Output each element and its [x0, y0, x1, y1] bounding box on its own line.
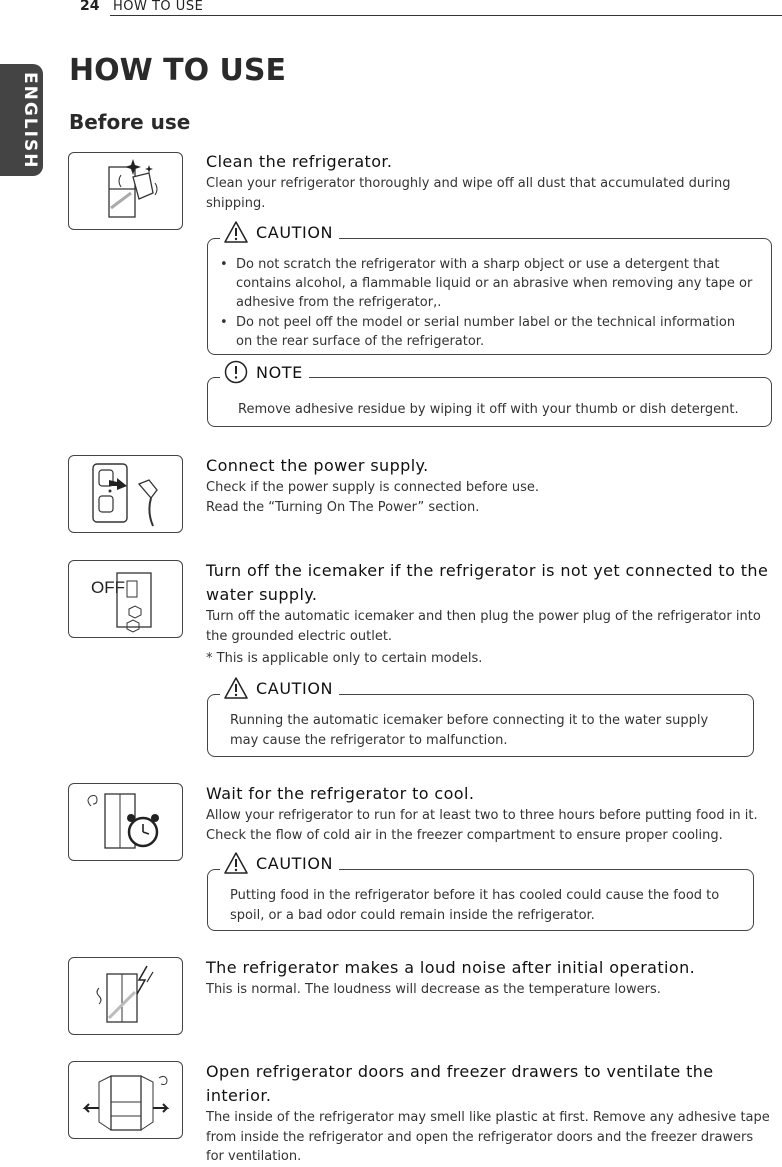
step-body: The inside of the refrigerator may smell like plastic at first. Remove any adhesive tape from inside the refrigerator and open the refrigerator doors and the freezer drawers for ventilation. [206, 1110, 770, 1164]
icemaker-icon [68, 560, 183, 638]
step-title: The refrigerator makes a loud noise after initial operation. [206, 958, 696, 977]
clean-icon [68, 152, 183, 230]
step-title: Clean the refrigerator. [206, 152, 393, 171]
step-clean [206, 150, 772, 213]
caution-item: • Do not scratch the refrigerator with a sharp object or use a detergent that contains alcohol, a flammable liquid or an abrasive when removing any tape or adhesive from the refrigerator,. [218, 255, 753, 313]
step-power [206, 454, 772, 517]
note-text: Remove adhesive residue by wiping it off with your thumb or dish detergent. [238, 402, 739, 417]
step-ventilate [206, 1060, 772, 1167]
ventilate-icon [68, 1061, 183, 1139]
step-body-line: Check if the power supply is connected before use. [206, 480, 540, 495]
caution-text: Running the automatic icemaker before connecting it to the water supply may cause the refrigerator to malfunction. [230, 713, 709, 748]
step-title: Turn off the icemaker if the refrigerator is not yet connected to the water supply. [206, 561, 769, 604]
caution-label: CAUTION [256, 678, 334, 698]
step-noise [206, 956, 772, 1000]
language-tab-label: ENGLISH [20, 72, 40, 170]
step-title: Wait for the refrigerator to cool. [206, 784, 475, 803]
step-body: Clean your refrigerator thoroughly and wipe off all dust that accumulated during shipping. [206, 176, 731, 211]
warning-icon [224, 221, 248, 243]
icon-off-text: OFF [91, 578, 125, 597]
page-title: HOW TO USE [69, 53, 287, 88]
caution-label: CAUTION [256, 222, 334, 242]
caution-box-icemaker [207, 678, 754, 757]
caution-box-clean [207, 222, 772, 355]
exclamation-circle-icon [224, 360, 248, 384]
step-body: Turn off the automatic icemaker and then plug the power plug of the refrigerator into the grounded electric outlet. [206, 609, 761, 644]
step-icemaker [206, 559, 772, 669]
page-number: 24 [80, 0, 100, 14]
language-tab [0, 64, 43, 176]
section-subtitle: Before use [69, 110, 191, 134]
step-body-line: Read the “Turning On The Power” section. [206, 499, 480, 515]
caution-label: CAUTION [256, 853, 334, 873]
header-divider [110, 15, 782, 16]
step-body: Allow your refrigerator to run for at least two to three hours before putting food in it. Check the flow of cold air in the freezer compartment to ensure proper cooling. [206, 808, 758, 843]
caution-text: Putting food in the refrigerator before it has cooled could cause the food to spoil, or a bad odor could remain inside the refrigerator. [230, 888, 720, 923]
power-plug-icon [68, 455, 183, 533]
warning-icon [224, 677, 248, 699]
page-header [0, 0, 782, 16]
step-title: Open refrigerator doors and freezer drawers to ventilate the interior. [206, 1062, 714, 1105]
note-box [207, 362, 772, 427]
section-label: HOW TO USE [113, 0, 204, 14]
caution-item: • Do not peel off the model or serial number label or the technical information on the rear surface of the refrigerator. [218, 313, 753, 351]
step-footnote: * This is applicable only to certain models. [206, 651, 483, 666]
cooling-clock-icon [68, 783, 183, 861]
step-body: This is normal. The loudness will decrease as the temperature lowers. [206, 982, 661, 997]
note-label: NOTE [256, 362, 303, 382]
noise-icon [68, 957, 183, 1035]
warning-icon [224, 852, 248, 874]
caution-box-cool [207, 853, 754, 931]
step-cool [206, 782, 772, 845]
step-title: Connect the power supply. [206, 456, 429, 475]
